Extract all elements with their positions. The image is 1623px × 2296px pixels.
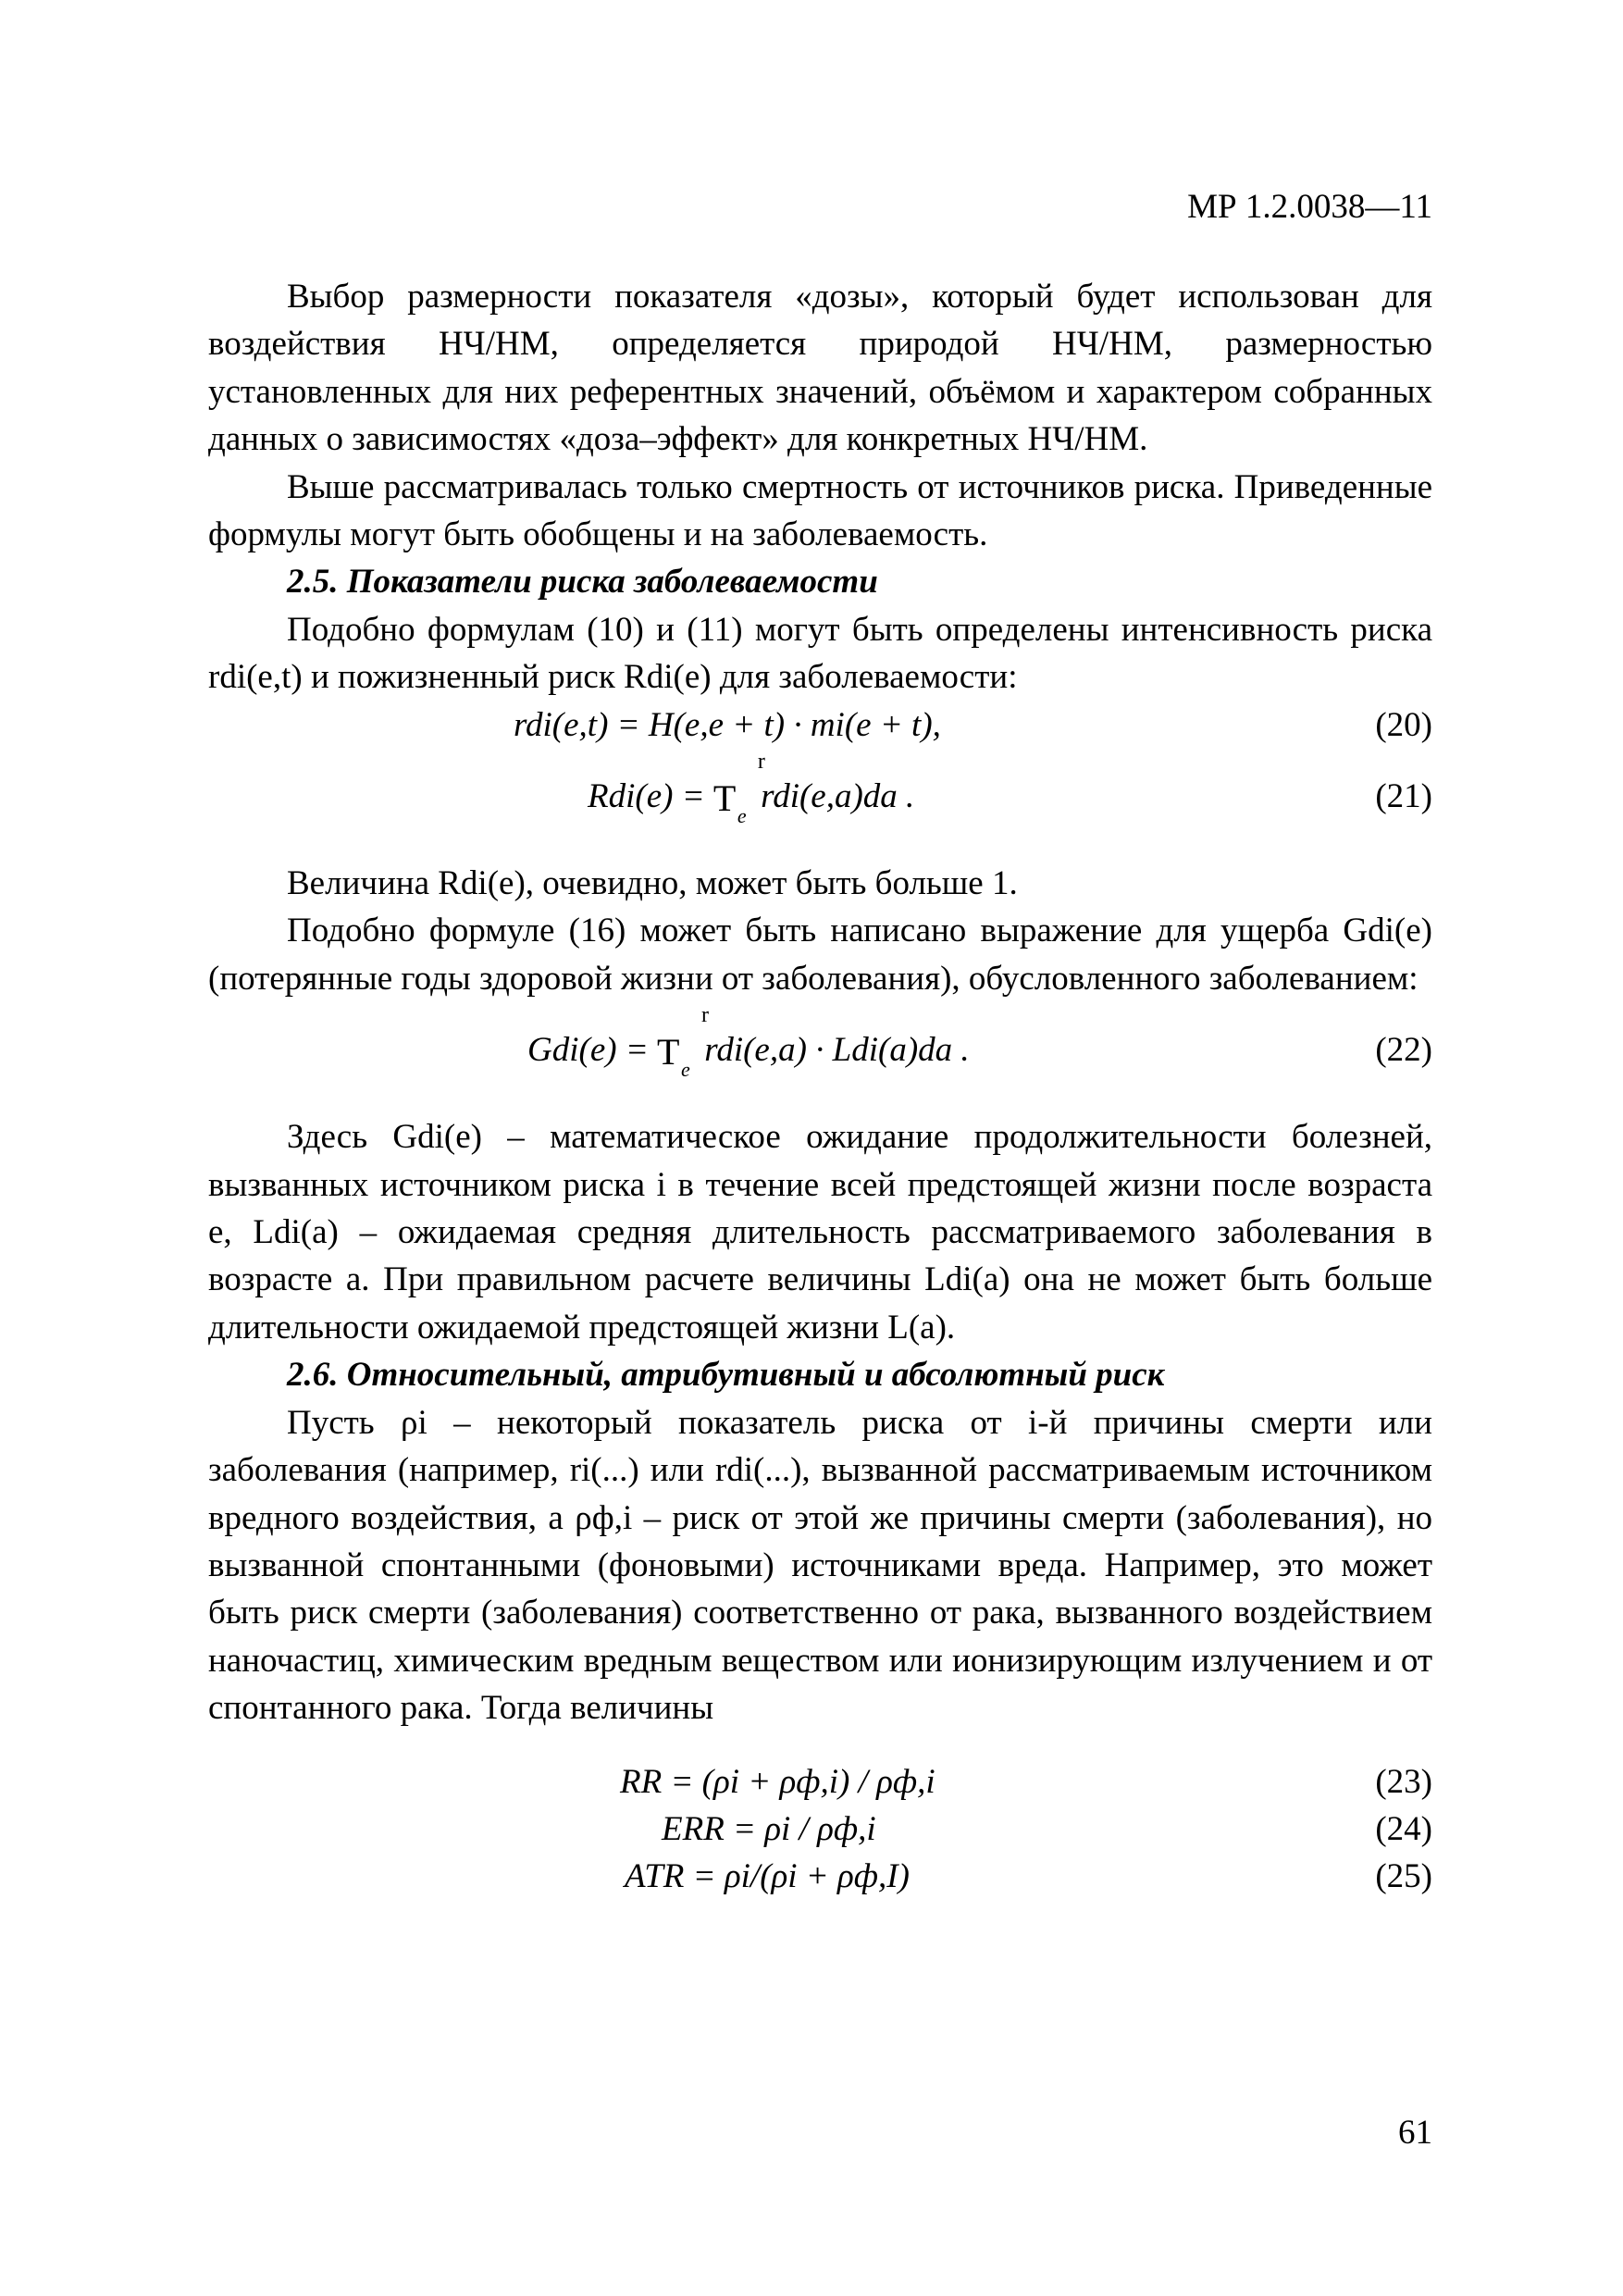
section-heading-2-6: 2.6. Относительный, атрибутивный и абсолютный риск [287,1356,1165,1395]
paragraph-morbidity-intro: Подобно формулам (10) и (11) могут быть определены интенсивность риска rdi(e,t) и пожизненный риск Rdi(e) для заболеваемости: [208,610,1432,697]
formula-25-expression: ATR = ρi/(ρi + ρф,I) [625,1857,910,1896]
formula-25-number: (25) [1375,1857,1432,1896]
paragraph-dose-dimension: Выбор размерности показателя «дозы», который будет использован для воздействия НЧ/НМ, определяется природой НЧ/НМ, размерностью установленных для них референтных значений, объёмом и характером собранных данных о зависимостях «доза–эффект» для конкретных НЧ/НМ. [208,278,1432,459]
formula-22 [208,1002,1432,1098]
integral-sign [657,1003,710,1082]
paragraph-damage-intro: Подобно формуле (16) может быть написано выражение для ущерба Gdi(e) (потерянные годы здоровой жизни от заболевания), обусловленного заболеванием: [208,912,1432,998]
integral-symbol: T [712,777,737,820]
formula-22-lhs: Gdi(e) = [527,1031,649,1070]
page-body [208,273,1432,1901]
page-number: 61 [1398,2114,1432,2152]
formula-23-number: (23) [1375,1762,1432,1801]
formula-21-lhs: Rdi(e) = [588,777,705,816]
section-heading-2-5: 2.5. Показатели риска заболеваемости [287,563,878,602]
integral-sign [712,750,765,828]
formula-23-expression: RR = (ρi + ρф,i) / ρф,i [620,1762,935,1801]
formula-21-expression [588,750,915,828]
paragraph-rd-greater-one: Величина Rdi(e), очевидно, может быть больше 1. [287,864,1018,903]
formula-22-number: (22) [1375,1031,1432,1070]
integral-lower-limit: e [681,1058,690,1082]
formula-21 [208,749,1432,845]
integral-lower-limit: e [737,804,747,828]
formula-20-expression: rdi(e,t) = H(e,e + t) · mi(e + t), [514,705,941,744]
formula-21-rhs: rdi(e,a)da . [761,777,915,816]
integral-symbol: T [657,1031,680,1074]
integral-upper-limit: r [701,1003,710,1028]
formula-24-number: (24) [1375,1809,1432,1848]
formula-25 [208,1853,1432,1900]
paragraph-risk-definitions: Пусть ρi – некоторый показатель риска от i-й причины смерти или заболевания (например, ri(...) или rdi(...), вызванной рассматриваемым источником вредного воздействия, а ρф,i – риск от этой же причины смерти (заболевания), но вызванной спонтанными (фоновыми) источниками вреда. Например, это может быть риск смерти (заболевания) соответственно от рака, вызванного воздействием наночастиц, химическим вредным веществом или ионизирующим излучением и от спонтанного рака. Тогда величины [208,1403,1432,1728]
formula-24-expression: ERR = ρi / ρф,i [662,1809,876,1848]
integral-upper-limit: r [757,750,765,775]
formula-20 [208,701,1432,749]
formula-23 [208,1758,1432,1806]
running-header: МР 1.2.0038—11 [1187,188,1432,226]
paragraph-gd-definition: Здесь Gdi(e) – математическое ожидание продолжительности болезней, вызванных источником риска i в течение всей предстоящей жизни после возраста e, Ldi(a) – ожидаемая средняя длительность рассматриваемого заболевания в возрасте a. При правильном расчете величины Ldi(a) она не может быть больше длительности ожидаемой предстоящей жизни L(a). [208,1118,1432,1347]
formula-24 [208,1806,1432,1853]
paragraph-mortality-note: Выше рассматривалась только смертность от источников риска. Приведенные формулы могут быть обобщены и на заболеваемость. [208,467,1432,554]
formula-21-number: (21) [1375,777,1432,816]
formula-20-number: (20) [1375,705,1432,744]
formula-22-rhs: rdi(e,a) · Ldi(a)da . [704,1031,970,1070]
formula-22-expression [527,1003,970,1082]
